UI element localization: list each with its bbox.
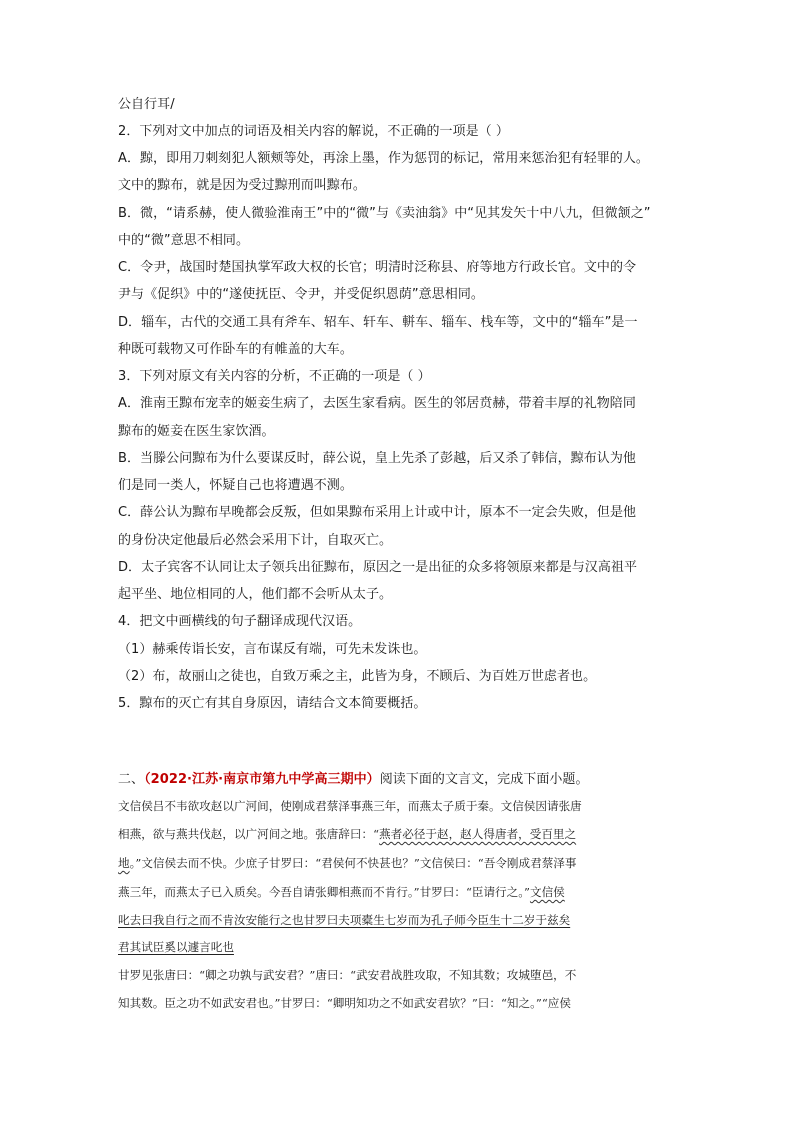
passage-line-5-underlined: 叱去曰我自行之而不肯汝安能行之也甘罗曰夫项橐生七岁而为孔子师今臣生十二岁于兹矣 xyxy=(118,913,571,927)
q3-option-a-line2: 黥布的姬妾在医生家饮酒。 xyxy=(118,424,275,439)
passage-line-2 xyxy=(118,827,576,841)
q2-option-d-line1: D．辎车，古代的交通工具有斧车、轺车、轩车、軿车、辎车、栈车等，文中的“辎车”是一 xyxy=(118,315,638,330)
q2-option-b-line2: 中的“微”意思不相同。 xyxy=(118,233,250,248)
q2-option-a-line2: 文中的黥布，就是因为受过黥刑而叫黥布。 xyxy=(118,178,366,193)
q2-option-b-line1: B．微，“请系赫，使人微验淮南王”中的“微”与《卖油翁》中“见其发矢十中八九，但微颔之” xyxy=(118,206,651,221)
q3-option-d-line1: D．太子宾客不认同让太子领兵出征黥布，原因之一是出征的众多将领原来都是与汉高祖平 xyxy=(118,560,638,575)
passage-line-3 xyxy=(118,856,577,870)
q3-option-d-line2: 起平坐、地位相同的人，他们都不会听从太子。 xyxy=(118,587,393,602)
passage-line-6 xyxy=(118,940,234,954)
section2-source: （2022·江苏·南京市第九中学高三期中） xyxy=(144,772,380,787)
passage-line-2-underlined: 燕者必径于赵，赵人得唐者，受百里之 xyxy=(379,827,577,841)
q2-stem: 2．下列对文中加点的词语及相关内容的解说，不正确的一项是（ ） xyxy=(118,124,509,139)
q3-option-c-line2: 的身份决定他最后必然会采用下计，自取灭亡。 xyxy=(118,533,393,548)
passage-line-6-underlined: 君其试臣奚以遽言叱也 xyxy=(118,940,234,954)
passage-line-5 xyxy=(118,913,570,927)
passage-line-8: 知其数。臣之功不如武安君也。”甘罗曰：“卿明知功之不如武安君欤？”曰：“知之。”“应侯 xyxy=(118,996,571,1010)
q2-option-c-line2: 尹与《促织》中的“遂使抚臣、令尹，并受促织恩荫”意思相同。 xyxy=(118,287,484,302)
q3-stem: 3．下列对原文有关内容的分析，不正确的一项是（ ） xyxy=(118,369,431,384)
q2-option-c-line1: C．令尹，战国时楚国执掌军政大权的长官；明清时泛称县、府等地方行政长官。文中的令 xyxy=(118,260,637,275)
q4-stem: 4．把文中画横线的句子翻译成现代汉语。 xyxy=(118,614,362,629)
q3-option-c-line1: C．薛公认为黥布早晚都会反叛，但如果黥布采用上计或中计，原本不一定会失败，但是他 xyxy=(118,505,637,520)
passage-line-4-underlined: 文信侯 xyxy=(529,885,565,899)
passage-line-4-text: 燕三年，而燕太子已入质矣。今吾自请张卿相燕而不肯行。”甘罗曰：“臣请行之。” xyxy=(118,885,530,899)
q4-sentence-1: （1）赫乘传诣长安，言布谋反有端，可先未发诛也。 xyxy=(118,642,427,657)
passage-line-1: 文信侯吕不韦欲攻赵以广河间，使刚成君蔡泽事燕三年，而燕太子质于秦。文信侯因请张唐 xyxy=(118,799,582,813)
section2-instruction: 阅读下面的文言文，完成下面小题。 xyxy=(379,772,589,787)
passage-line-4 xyxy=(118,885,565,899)
q3-option-b-line1: B．当滕公问黥布为什么要谋反时，薛公说，皇上先杀了彭越，后又杀了韩信，黥布认为他 xyxy=(118,451,636,466)
q3-option-b-line2: 们是同一类人，怀疑自己也将遭遇不测。 xyxy=(118,478,353,493)
q3-option-a-line1: A．淮南王黥布宠幸的姬妾生病了，去医生家看病。医生的邻居贲赫，带着丰厚的礼物陪同 xyxy=(118,396,636,411)
section2-heading xyxy=(118,772,589,788)
q2-option-d-line2: 种既可载物又可作卧车的有帷盖的大车。 xyxy=(118,342,353,357)
passage-line-3-underlined: 地 xyxy=(118,856,130,870)
q2-option-a-line1: A．黥，即用刀刺刻犯人额颊等处，再涂上墨，作为惩罚的标记，常用来惩治犯有轻罪的人。 xyxy=(118,151,649,166)
top-fragment: 公自行耳/ xyxy=(118,97,175,112)
passage-line-7: 甘罗见张唐曰：“卿之功孰与武安君？”唐曰：“武安君战胜攻取，不知其数；攻城堕邑，不 xyxy=(118,968,577,982)
passage-line-3-text: 。”文信侯去而不快。少庶子甘罗曰：“君侯何不快甚也？”文信侯曰：“吾令刚成君蔡泽事 xyxy=(129,856,577,870)
q5-stem: 5．黥布的灭亡有其自身原因，请结合文本简要概括。 xyxy=(118,696,427,711)
passage-line-2-text: 相燕，欲与燕共伐赵，以广河间之地。张唐辞曰：“ xyxy=(118,827,379,841)
q4-sentence-2: （2）布，故丽山之徒也，自致万乘之主，此皆为身，不顾后、为百姓万世虑者也。 xyxy=(118,669,597,684)
section2-number: 二、 xyxy=(118,772,145,787)
